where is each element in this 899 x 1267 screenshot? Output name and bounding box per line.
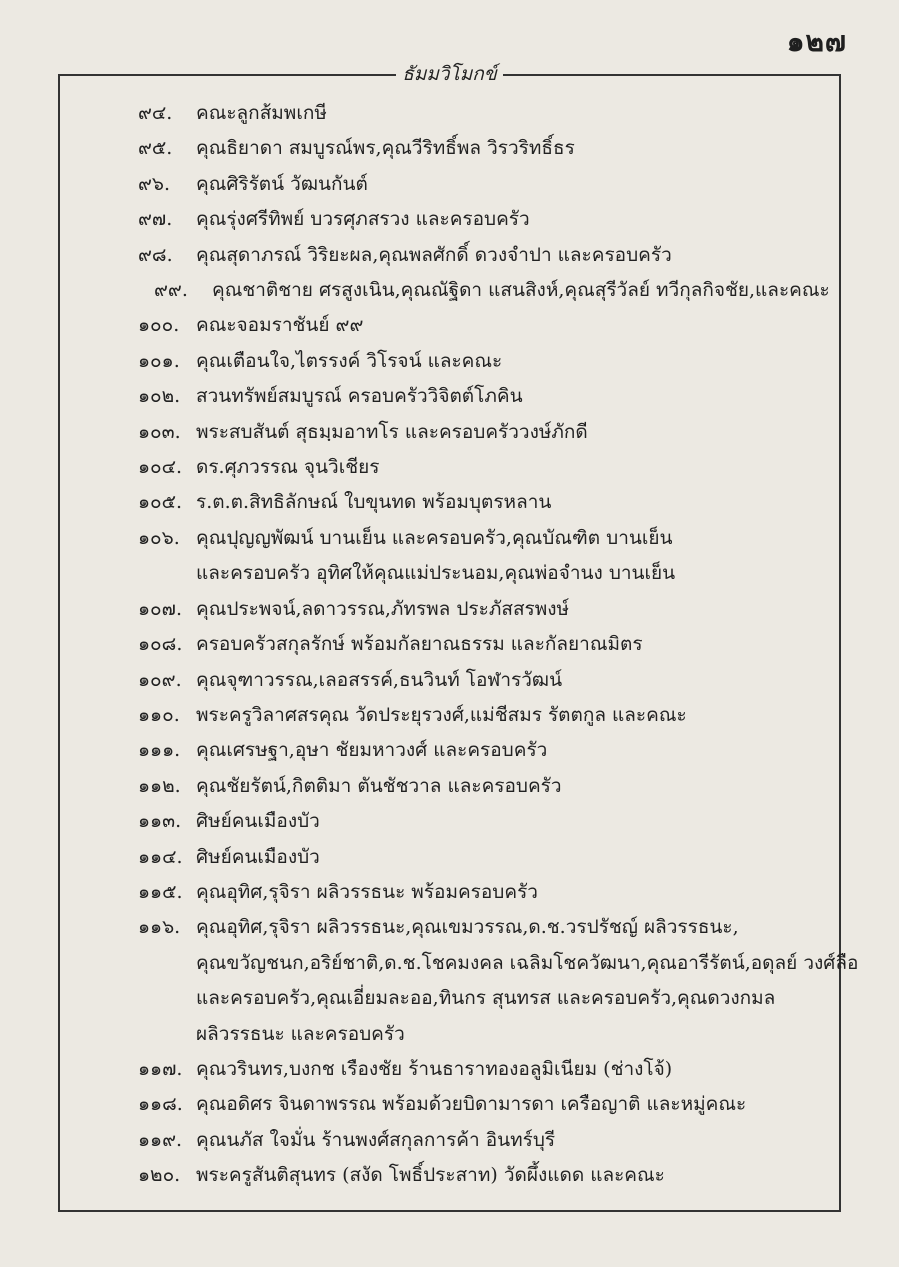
entry-number: ๑๑๑. [138,739,181,762]
entry-text-line: ร.ต.ต.สิทธิลักษณ์ ใบขุนทด พร้อมบุตรหลาน [196,491,552,514]
entry-number: ๙๘. [138,243,173,266]
entry-text-line: สวนทรัพย์สมบูรณ์ ครอบครัววิจิตต์โภคิน [196,385,523,408]
entry-text-line: คุณจุฑาวรรณ,เลอสรรค์,ธนวินท์ โอฬารวัฒน์ [196,668,563,691]
entry-number: ๙๖. [138,172,171,195]
entry-text-line: คุณอดิศร จินดาพรรณ พร้อมด้วยบิดามารดา เครือญาติ และหมู่คณะ [196,1093,747,1116]
entry-number: ๑๐๓. [138,420,181,443]
list-item [138,379,831,414]
entry-number: ๑๐๑. [138,349,180,372]
list-item [138,96,831,131]
entry-number: ๑๐๖. [138,526,180,549]
entry-text [196,1158,665,1193]
entry-text-line: คุณชาติชาย ศรสูงเนิน,คุณณัฐิดา แสนสิงห์,คุณสุรีวัลย์ ทวีกุลกิจชัย,และคณะ [212,279,830,302]
entry-text [196,910,858,1052]
entry-text [196,485,551,520]
list-item [138,131,831,166]
entry-number: ๑๑๕. [138,880,183,903]
entry-text [196,202,530,237]
list-item [138,202,831,237]
entry-text-line: พระสบสันต์ สุธมฺมอาทโร และครอบครัววงษ์ภักดี [196,420,588,443]
list-item [138,415,831,450]
entry-text-line: คณะลูกส้มพเกษี [196,102,327,124]
list-item [138,875,831,910]
entry-text-line: ผลิวรรธนะ และครอบครัว [196,1022,405,1045]
entry-number: ๑๐๐. [138,314,180,337]
list-item [138,238,831,273]
list-item [138,1123,831,1158]
list-item [138,485,831,520]
entry-text [212,273,830,308]
entry-number: ๑๑๘. [138,1093,183,1116]
list-item [138,627,831,662]
list-item [138,769,831,804]
entry-text-line: และครอบครัว,คุณเอี่ยมละออ,ทินกร สุนทรส และครอบครัว,คุณดวงกมล [196,987,776,1010]
running-header-title: ธัมมวิโมกข์ [396,63,503,85]
entry-text-line: ศิษย์คนเมืองบัว [196,810,320,833]
list-item [138,698,831,733]
entry-text-line: ศิษย์คนเมืองบัว [196,845,320,868]
entry-number: ๑๑๖. [138,916,181,939]
entry-text-line: พระครูวิลาศสรคุณ วัดประยุรวงศ์,แม่ชีสมร รัตตกูล และคณะ [196,703,687,726]
list-item [138,1158,831,1193]
entry-text-line: คุณประพจน์,ลดาวรรณ,ภัทรพล ประภัสสรพงษ์ [196,597,570,620]
entry-text [196,698,687,733]
list-item [138,450,831,485]
entry-number: ๙๔. [138,102,173,124]
entry-number: ๙๗. [138,208,173,231]
entry-number: ๑๐๕. [138,491,183,514]
entry-text [196,1052,672,1087]
entry-text-line: คุณนภัส ใจมั่น ร้านพงศ์สกุลการค้า อินทร์บุรี [196,1128,556,1151]
entry-text-line: คุณขวัญชนก,อริย์ชาติ,ด.ช.โชคมงคล เฉลิมโชควัฒนา,คุณอารีรัตน์,อดุลย์ วงศ์ลือ [196,951,859,974]
running-header [60,59,839,89]
entry-text [196,1087,746,1122]
list-item [138,344,831,379]
entry-text [196,131,575,166]
entry-text [196,663,562,698]
entry-text-line: ดร.ศุภวรรณ จุนวิเชียร [196,456,380,479]
list-item [138,910,859,1052]
entry-number: ๑๑๙. [138,1128,183,1151]
entry-text-line: คุณปุญญพัฒน์ บานเย็น และครอบครัว,คุณบัณฑิต บานเย็น [196,526,673,549]
entry-text [196,521,675,592]
entry-text-line: คุณเศรษฐา,อุษา ชัยมหาวงศ์ และครอบครัว [196,739,548,762]
list-item [138,273,831,308]
entry-number: ๙๙. [154,279,188,302]
list-item [138,592,831,627]
entry-text [196,1123,555,1158]
list-item [138,804,831,839]
entry-number: ๑๐๔. [138,456,183,479]
entry-text [196,804,320,839]
entry-text [196,592,569,627]
entry-text [196,840,320,875]
entry-text-line: คุณเตือนใจ,ไตรรงค์ วิโรจน์ และคณะ [196,349,503,372]
list-item [138,840,831,875]
entry-text [196,875,538,910]
entry-text [196,627,643,662]
entry-text [196,96,327,131]
entry-text [196,450,379,485]
list-item [138,167,831,202]
entry-text [196,733,547,768]
entry-number: ๑๑๒. [138,774,181,797]
list-item [138,308,831,343]
entry-text-line: คณะจอมราชันย์ ๙๙ [196,314,364,337]
content-frame [58,63,859,1212]
donor-list [138,96,859,1194]
entry-number: ๑๐๗. [138,597,182,620]
entry-text [196,238,672,273]
entry-text-line: คุณรุ่งศรีทิพย์ บวรศุภสรวง และครอบครัว [196,208,530,231]
entry-number: ๑๐๙. [138,668,182,691]
entry-text [196,308,363,343]
list-item [138,733,831,768]
list-item [138,1052,831,1087]
entry-number: ๑๐๘. [138,633,183,656]
entry-text-line: และครอบครัว อุทิศให้คุณแม่ประนอม,คุณพ่อจำนง บานเย็น [196,562,676,585]
list-item [138,1087,831,1122]
page-number: ๑๒๗ [786,25,847,58]
entry-text-line: คุณศิริรัตน์ วัฒนกันต์ [196,172,368,195]
entry-number: ๑๑๗. [138,1057,183,1080]
entry-text-line: คุณธิยาดา สมบูรณ์พร,คุณวีริทธิ์พล วิรวริทธิ์ธร [196,137,575,160]
entry-number: ๑๐๒. [138,385,181,408]
entry-number: ๑๑๔. [138,845,183,868]
list-item [138,521,831,592]
list-item [138,663,831,698]
entry-text-line: คุณอุทิศ,รุจิรา ผลิวรรธนะ,คุณเขมวรรณ,ด.ช.วรปรัชญ์ ผลิวรรธนะ, [196,916,739,939]
entry-text-line: คุณสุดาภรณ์ วิริยะผล,คุณพลศักดิ์ ดวงจำปา และครอบครัว [196,243,672,266]
entry-text [196,769,562,804]
entry-number: ๑๑๐. [138,703,180,726]
entry-text-line: ครอบครัวสกุลรักษ์ พร้อมกัลยาณธรรม และกัลยาณมิตร [196,633,643,656]
entry-text [196,167,368,202]
entry-text-line: คุณวรินทร,บงกช เรืองชัย ร้านธาราทองอลูมิเนียม (ช่างโจ้) [196,1057,673,1080]
entry-number: ๑๑๓. [138,810,182,833]
entry-text-line: คุณอุทิศ,รุจิรา ผลิวรรธนะ พร้อมครอบครัว [196,880,538,903]
entry-text [196,379,523,414]
entry-number: ๙๕. [138,137,173,160]
entry-number: ๑๒๐. [138,1164,181,1187]
entry-text [196,415,588,450]
entry-text-line: พระครูสันติสุนทร (สงัด โพธิ์ประสาท) วัดผึ้งแดด และคณะ [196,1164,665,1187]
entry-text [196,344,502,379]
entry-text-line: คุณชัยรัตน์,กิตติมา ตันชัชวาล และครอบครัว [196,774,562,797]
